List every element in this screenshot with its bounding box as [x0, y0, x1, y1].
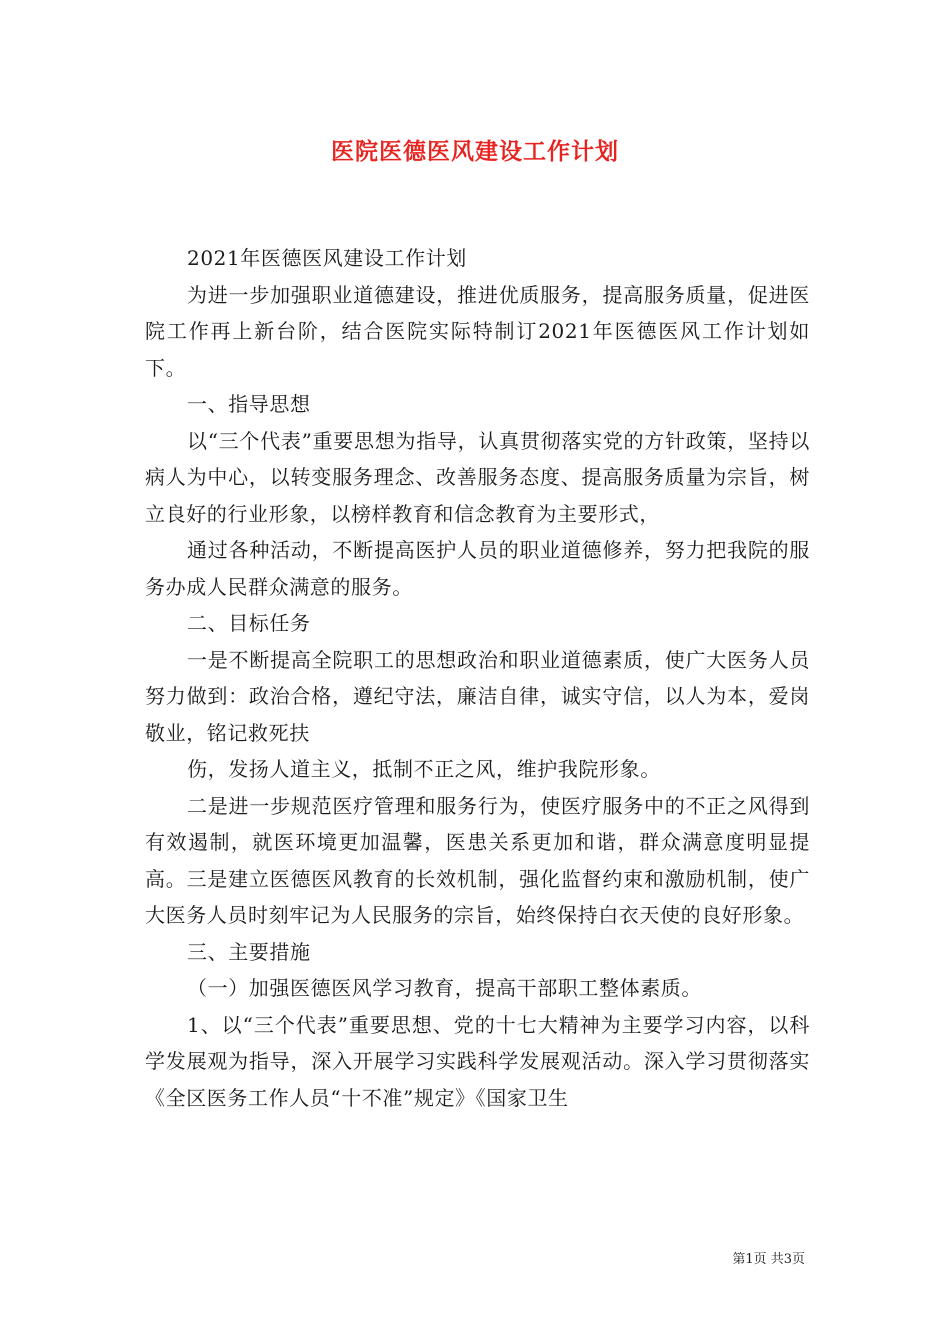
paragraph-goal-two-three: 二是进一步规范医疗管理和服务行为，使医疗服务中的不正之风得到有效遏制，就医环境更加温馨，医患关系更加和谐，群众满意度明显提高。三是建立医德医风教育的长效机制，强化监督约束和激励机制，使广大医务人员时刻牢记为人民服务的宗旨，始终保持白衣天使的良好形象。: [145, 793, 810, 927]
page-number-footer: 第1页 共3页: [732, 1252, 805, 1267]
paragraph-guiding-thought: 以“三个代表”重要思想为指导，认真贯彻落实党的方针政策，坚持以病人为中心，以转变服务理念、改善服务态度、提高服务质量为宗旨，树立良好的行业形象，以榜样教育和信念教育为主要形式，: [145, 428, 810, 526]
document-title: 医院医德医风建设工作计划: [331, 138, 619, 165]
paragraph-intro: 为进一步加强职业道德建设，推进优质服务，提高服务质量，促进医院工作再上新台阶，结合医院实际特制订2021年医德医风工作计划如下。: [145, 282, 810, 380]
paragraph-goal-one: 一是不断提高全院职工的思想政治和职业道德素质，使广大医务人员努力做到：政治合格，遵纪守法，廉洁自律，诚实守信，以人为本，爱岗敬业，铭记救死扶: [145, 647, 810, 745]
section-heading-goals: 二、目标任务: [187, 611, 311, 635]
document-body: [145, 240, 810, 1116]
paragraph-measure-one: 1、以“三个代表”重要思想、党的十七大精神为主要学习内容，以科学发展观为指导，深入开展学习实践科学发展观活动。深入学习贯彻落实《全区医务工作人员“十不准”规定》《国家卫生: [145, 1012, 810, 1110]
section-heading-measures: 三、主要措施: [187, 939, 311, 964]
subsection-heading-study: （一）加强医德医风学习教育，提高干部职工整体素质。: [187, 976, 702, 1000]
paragraph-subtitle: 2021年医德医风建设工作计划: [187, 246, 467, 270]
paragraph-activities: 通过各种活动，不断提高医护人员的职业道德修养，努力把我院的服务办成人民群众满意的服务。: [145, 538, 810, 599]
paragraph-goal-one-continued: 伤，发扬人道主义，抵制不正之风，维护我院形象。: [187, 757, 661, 781]
section-heading-guiding-thought: 一、指导思想: [187, 392, 311, 416]
